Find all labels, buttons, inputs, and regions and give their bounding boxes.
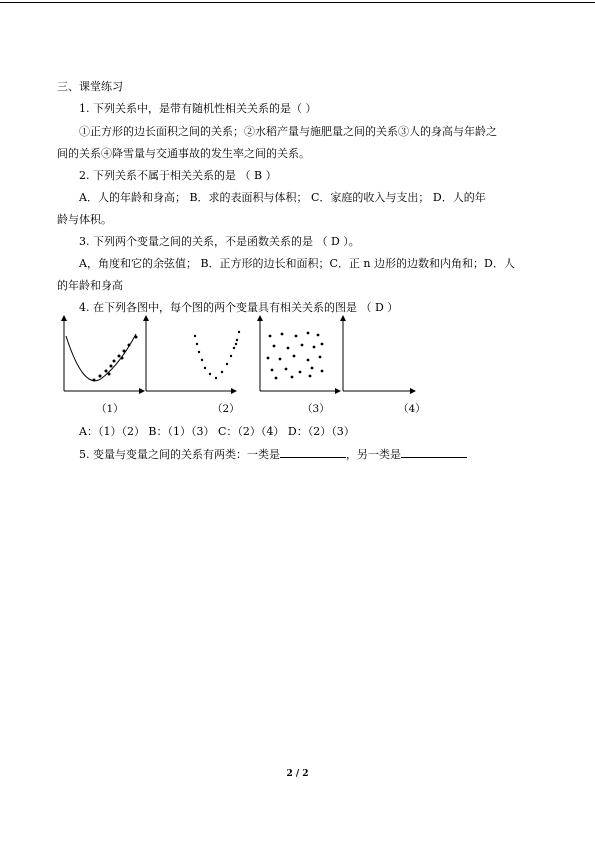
q3-stem: 3. 下列两个变量之间的关系，不是函数关系的是 （ D ）。 — [79, 235, 360, 248]
q1-text-line1: ①正方形的边长面积之间的关系；②水稻产量与施肥量之间的关系③人的身高与年龄之 — [79, 125, 497, 138]
q2-stem: 2. 下列关系不属于相关关系的是 （ B ） — [79, 169, 277, 182]
figure-2-graph — [138, 314, 238, 396]
q3-options-line2: 的年龄和身高 — [57, 279, 123, 292]
page-number: 2 / 2 — [286, 769, 309, 779]
figure-1-caption: （1） — [96, 403, 124, 415]
q5-blank-2[interactable] — [401, 446, 467, 458]
figure-3-graph — [252, 314, 342, 396]
section-title: 三、课堂练习 — [57, 80, 123, 93]
q3-options-line1: A，角度和它的余弦值； B．正方形的边长和面积；C．正 n 边形的边数和内角和；D．人 — [79, 257, 515, 270]
q1-text-line2: 间的关系④降雪量与交通事故的发生率之间的关系。 — [57, 147, 310, 160]
q2-options-line2: 龄与体积。 — [57, 213, 112, 226]
figure-1-curve — [66, 334, 136, 381]
figure-3-caption: （3） — [302, 403, 330, 415]
q4-stem: 4. 在下列各图中，每个图的两个变量具有相关关系的图是 （ D ） — [79, 301, 399, 314]
q4-options: A：（1）（2） B：（1）（3） C：（2）（4） D：（2）（3） — [79, 425, 355, 438]
figure-4-caption: （4） — [398, 403, 426, 415]
figure-2-points — [194, 331, 240, 379]
q5-stem-b: ，另一类是 — [346, 448, 401, 461]
figure-2-caption: （2） — [212, 403, 240, 415]
q5-stem-a: 5. 变量与变量之间的关系有两类：一类是 — [79, 448, 280, 461]
figure-3-points — [267, 332, 324, 380]
q1-stem: 1. 下列关系中，是带有随机性相关关系的是（ ） — [79, 102, 317, 115]
q2-options-line1: A．人的年龄和身高； B．求的表面积与体积； C．家庭的收入与支出； D．人的年 — [79, 191, 486, 204]
figure-4-graph — [335, 314, 417, 396]
q5-blank-1[interactable] — [280, 446, 346, 458]
q5-question — [79, 446, 467, 462]
figure-1-graph — [56, 314, 146, 396]
